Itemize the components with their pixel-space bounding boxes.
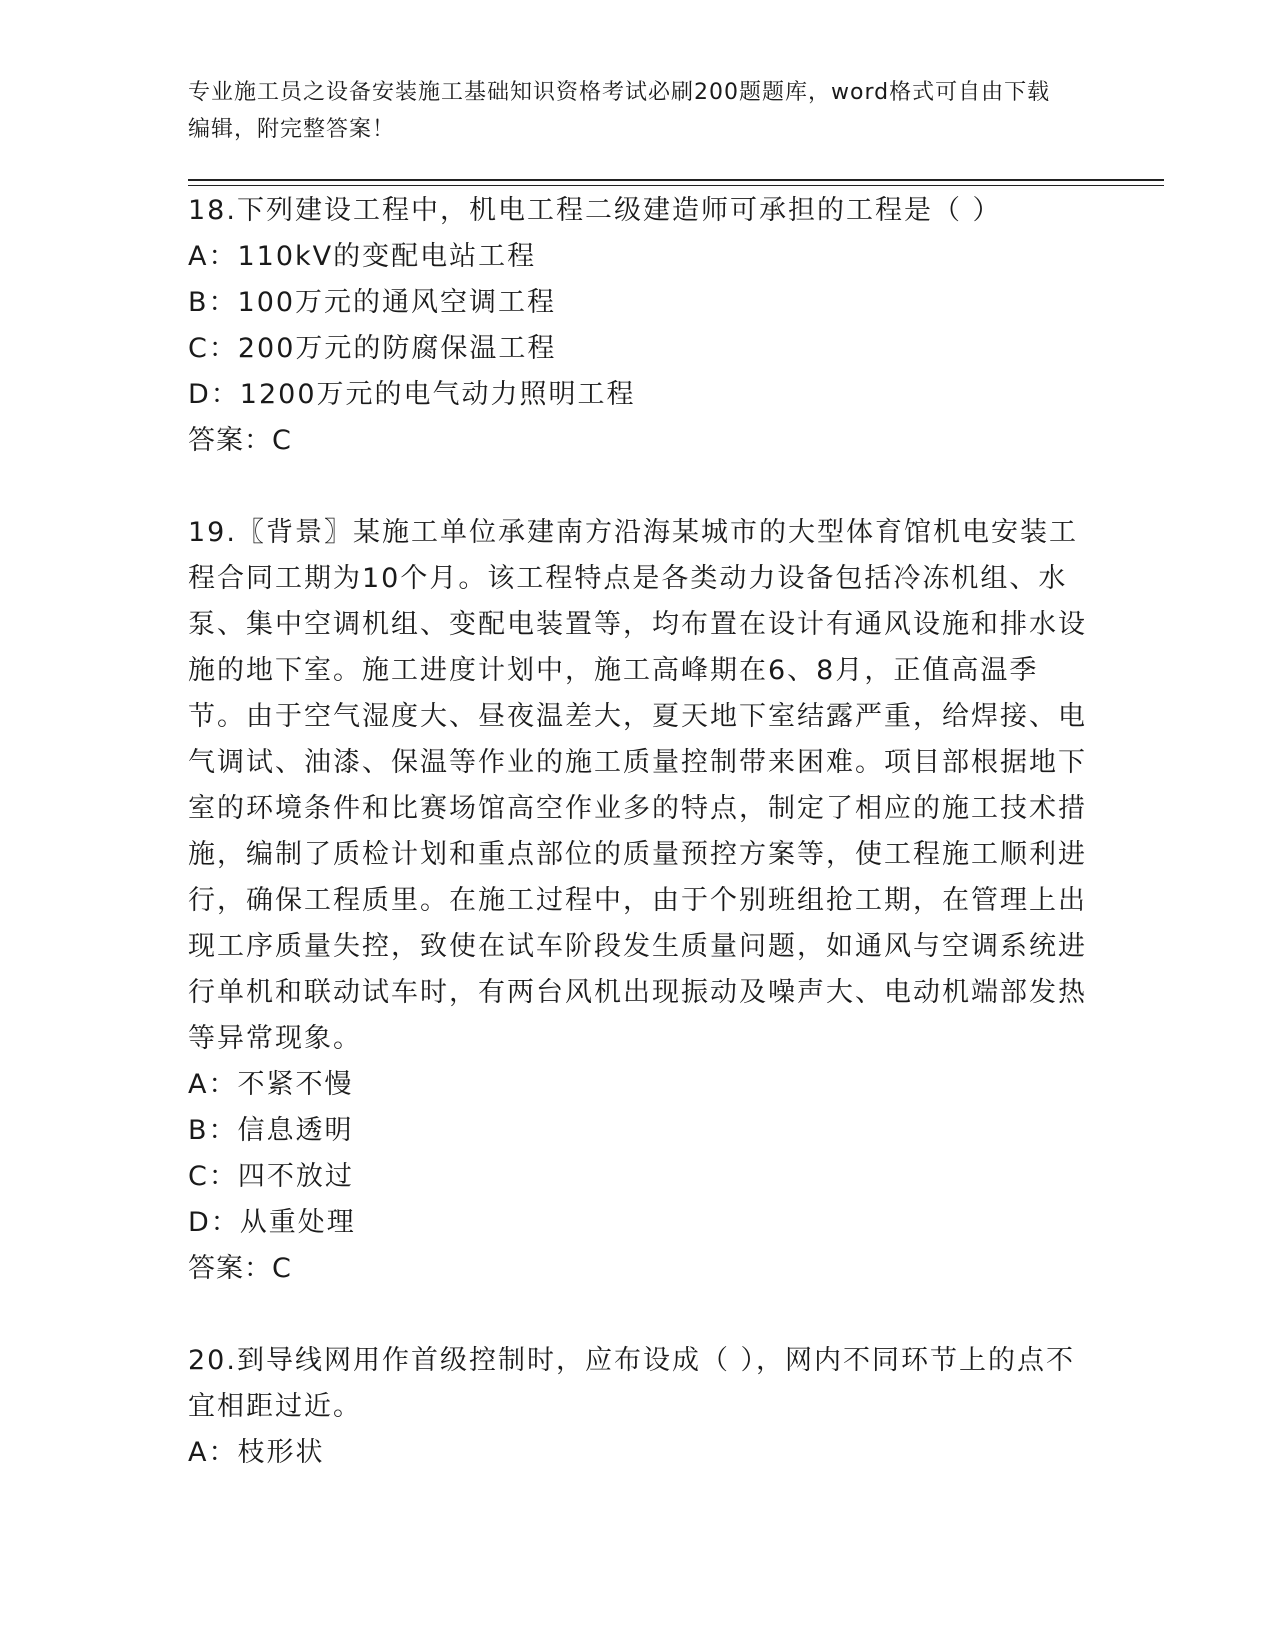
option-b: B：信息透明 (188, 1115, 354, 1146)
document-header: 专业施工员之设备安装施工基础知识资格考试必刷200题题库，word格式可自由下载编辑，附完整答案！ (188, 80, 1051, 142)
answer: 答案：C (188, 1253, 292, 1284)
question-18 (188, 188, 1088, 464)
header-rule-bottom (188, 185, 1164, 186)
option-d: D：1200万元的电气动力照明工程 (188, 379, 636, 410)
option-d: D：从重处理 (188, 1207, 356, 1238)
option-a: A：不紧不慢 (188, 1069, 354, 1100)
spacer (188, 464, 1088, 510)
header-rule-top (188, 179, 1164, 181)
answer: 答案：C (188, 425, 292, 456)
option-a: A：枝形状 (188, 1437, 325, 1468)
question-20 (188, 1338, 1088, 1476)
question-stem: 20.到导线网用作首级控制时，应布设成（ ），网内不同环节上的点不宜相距过近。 (188, 1345, 1076, 1422)
question-19 (188, 510, 1088, 1292)
option-b: B：100万元的通风空调工程 (188, 287, 557, 318)
question-stem: 18.下列建设工程中，机电工程二级建造师可承担的工程是（ ） (188, 195, 1002, 226)
question-stem: 19.〖背景〗某施工单位承建南方沿海某城市的大型体育馆机电安装工程合同工期为10个月。该工程特点是各类动力设备包括冷冻机组、水泵、集中空调机组、变配电装置等，均布置在设计有通风设施和排水设施的地下室。施工进度计划中，施工高峰期在6、8月，正值高温季节。由于空气湿度大、昼夜温差大，夏天地下室结露严重，给焊接、电气调试、油漆、保温等作业的施工质量控制带来困难。项目部根据地下室的环境条件和比赛场馆高空作业多的特点，制定了相应的施工技术措施，编制了质检计划和重点部位的质量预控方案等，使工程施工顺利进行，确保工程质里。在施工过程中，由于个别班组抢工期，在管理上出现工序质量失控，致使在试车阶段发生质量问题，如通风与空调系统进行单机和联动试车时，有两台风机出现振动及噪声大、电动机端部发热等异常现象。 (188, 517, 1087, 1054)
question-list (188, 188, 1088, 1476)
option-c: C：四不放过 (188, 1161, 354, 1192)
option-a: A：110kV的变配电站工程 (188, 241, 537, 272)
spacer (188, 1292, 1088, 1338)
option-c: C：200万元的防腐保温工程 (188, 333, 557, 364)
